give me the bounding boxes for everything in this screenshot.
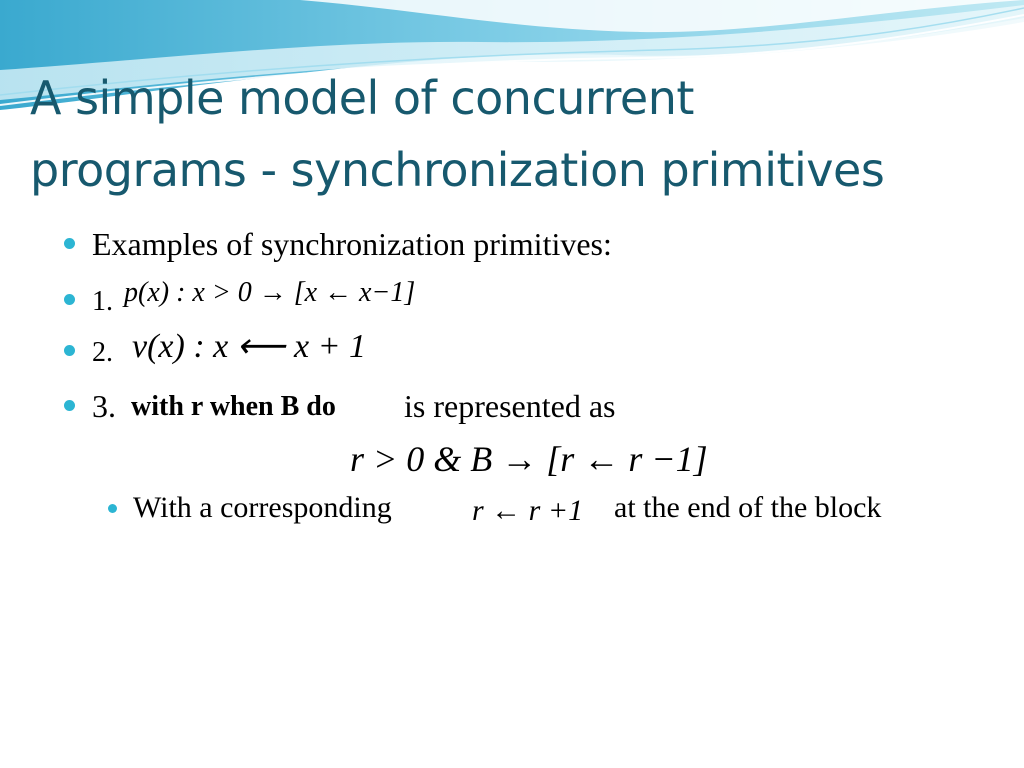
item3-number: 3. <box>92 388 116 424</box>
sub-text-before: With a corresponding <box>133 491 392 524</box>
bullet-dot <box>64 400 75 411</box>
slide-title <box>30 62 1020 206</box>
item1-expression: p(x) : x > 0 → [x ← x−1] <box>124 277 416 308</box>
sub-expression: r ← r +1 <box>472 494 584 527</box>
title-line-2: programs - synchronization primitives <box>30 143 885 197</box>
bullet-dot <box>64 345 75 356</box>
bullet-dot <box>64 238 75 249</box>
sub-text-after: at the end of the block <box>614 491 882 524</box>
bullet-dot <box>64 294 75 305</box>
intro-text: Examples of synchronization primitives: <box>92 226 612 262</box>
item3-code: with r when B do <box>131 391 336 422</box>
item3-formula: r > 0 & B → [r ← r −1] <box>350 439 708 479</box>
title-line-1: A simple model of concurrent <box>30 71 694 125</box>
item2-expression: v(x) : x ⟵ x + 1 <box>132 328 367 365</box>
item3-text: is represented as <box>404 388 616 424</box>
item1-number: 1. <box>92 286 113 317</box>
sub-bullet-dot <box>108 504 117 513</box>
item2-number: 2. <box>92 337 113 368</box>
